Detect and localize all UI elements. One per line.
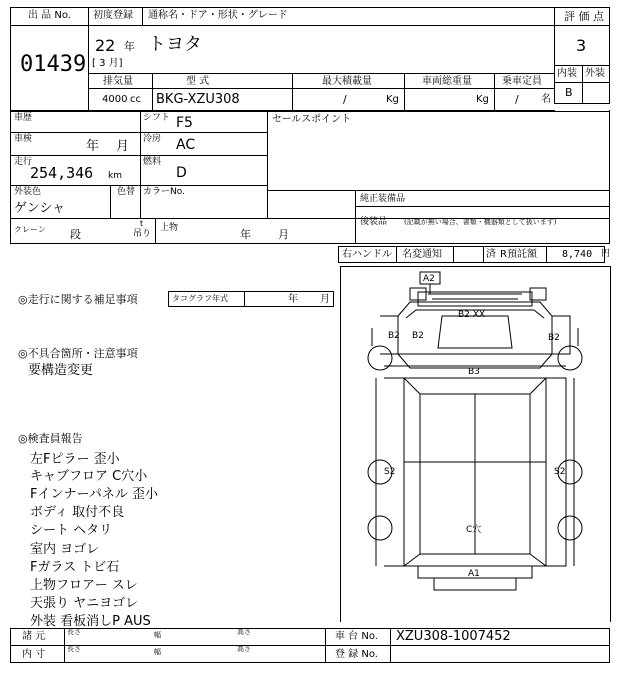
defect-item: 要構造変更: [28, 363, 94, 378]
truck-damage-diagram: [340, 266, 611, 622]
lot-no-label: 出 品 No.: [28, 10, 71, 21]
recycle-value: 8,740: [562, 249, 593, 260]
inner-width-label: 幅: [154, 648, 161, 656]
max-load-value: /: [343, 93, 347, 106]
max-load-unit: Kg: [386, 94, 399, 105]
tachograph-year-unit: 年: [288, 294, 298, 305]
maker-name: トヨタ: [148, 34, 202, 55]
capacity-unit: 名: [541, 94, 551, 105]
mark-s2-left: S2: [384, 467, 396, 477]
shift-label: シフト: [143, 113, 171, 123]
first-reg-month: [ 3 月]: [92, 58, 123, 69]
accessories-label: 後装品: [360, 217, 388, 227]
report-item: 外装 看板消しP AUS: [30, 614, 151, 629]
inner-length-label: 長さ: [67, 645, 81, 653]
mark-b2-xx: B2 XX: [458, 310, 486, 320]
accessories-note: (記載が無い場合、書類・機器類として扱います): [404, 218, 557, 226]
shift-value: F5: [176, 115, 193, 131]
report-item: 左Fピラー 歪小: [30, 452, 120, 467]
first-reg-year: 22: [95, 36, 116, 55]
report-item: Fインナーパネル 歪小: [30, 487, 158, 502]
crane-t-unit: t: [140, 219, 144, 228]
upper-month-unit: 月: [278, 228, 289, 241]
recycle-label: R預託額: [500, 249, 537, 260]
mark-b3: B3: [468, 367, 480, 377]
width-label: 幅: [154, 631, 161, 639]
inner-dims-label: 内 寸: [22, 649, 46, 660]
deposit-unit: 済: [486, 249, 496, 260]
reg-no-label: 登 録 No.: [335, 649, 378, 660]
report-item: キャブフロア C穴小: [30, 469, 148, 484]
color-label: 外装色: [14, 187, 42, 197]
genuine-equipment-label: 純正装備品: [360, 194, 406, 204]
report-item: シート ヘタリ: [30, 523, 113, 538]
first-reg-year-unit: 年: [124, 40, 135, 53]
fuel-label: 燃料: [143, 157, 162, 167]
name-change-label: 名変通知: [402, 249, 442, 260]
upper-label: 上物: [160, 223, 179, 233]
tachograph-label: タコグラフ年式: [172, 294, 228, 303]
mark-s2-right: S2: [554, 467, 566, 477]
color-value: ゲンシャ: [14, 201, 66, 216]
report-item: 天張り ヤニヨゴレ: [30, 596, 139, 611]
dims-label: 諸 元: [22, 631, 46, 642]
score-label: 評 価 点: [564, 10, 604, 23]
driving-notes-label: ◎走行に関する補足事項: [18, 293, 138, 306]
exterior-label: 外装: [585, 68, 605, 79]
ac-value: AC: [176, 137, 196, 153]
history-label: 車歴: [14, 113, 33, 123]
capacity-value: /: [515, 93, 519, 106]
report-item: Fガラス トビ石: [30, 560, 120, 575]
mark-c-hole: C穴: [466, 525, 482, 535]
gross-weight-unit: Kg: [476, 94, 489, 105]
displacement-value: 4000: [102, 94, 128, 105]
height-label: 高さ: [237, 628, 251, 636]
interior-label: 内装: [557, 68, 577, 79]
inspection-year-unit: 年: [86, 139, 100, 154]
mark-b2-left-2: B2: [412, 331, 424, 341]
capacity-label: 乗車定員: [502, 76, 542, 87]
lot-no: 01439: [20, 52, 87, 77]
score-value: 3: [576, 36, 587, 55]
rhd-label: 右ハンドル: [342, 249, 392, 260]
fuel-value: D: [176, 165, 187, 181]
chassis-value: XZU308-1007452: [396, 629, 511, 644]
crane-label: クレーン: [14, 225, 46, 234]
mileage-label: 走行: [14, 157, 33, 167]
displacement-label: 排気量: [103, 76, 133, 87]
mark-a1: A1: [468, 569, 480, 579]
defects-label: ◎不具合箇所・注意事項: [18, 347, 138, 360]
model-code: BKG-XZU308: [156, 92, 240, 107]
name-label: 通称名・ドア・形状・グレード: [148, 10, 288, 21]
tachograph-month-unit: 月: [320, 294, 330, 305]
first-reg-label: 初度登録: [93, 10, 133, 21]
color-code-label: カラーNo.: [143, 187, 185, 197]
mileage-unit: km: [108, 171, 122, 181]
crane-lift-unit: 吊り: [133, 229, 152, 239]
interior-grade: B: [565, 86, 573, 99]
upper-year-unit: 年: [240, 228, 251, 241]
inspector-report-label: ◎検査員報告: [18, 432, 83, 445]
gross-weight-label: 車両総重量: [422, 76, 472, 87]
report-item: ボディ 取付不良: [30, 505, 125, 520]
mark-a2: A2: [423, 274, 435, 284]
inner-height-label: 高さ: [237, 645, 251, 653]
max-load-label: 最大積載量: [322, 76, 372, 87]
ac-label: 冷房: [143, 134, 162, 144]
crane-stage-unit: 段: [70, 228, 81, 241]
sales-point-label: セールスポイント: [272, 114, 352, 125]
report-item: 室内 ヨゴレ: [30, 542, 100, 557]
mark-b2-left-1: B2: [388, 331, 400, 341]
displacement-unit: cc: [130, 94, 141, 105]
chassis-label: 車 台 No.: [335, 631, 378, 642]
length-label: 長さ: [67, 628, 81, 636]
report-item: 上物フロアー スレ: [30, 578, 138, 593]
inspection-month-unit: 月: [116, 139, 130, 154]
mileage-value: 254,346: [30, 164, 94, 182]
inspection-label: 車検: [14, 134, 33, 144]
color-no-label: 色替: [117, 187, 136, 197]
model-label: 型 式: [186, 76, 210, 87]
mark-b2-right: B2: [548, 333, 560, 343]
recycle-unit: 円: [601, 249, 611, 259]
